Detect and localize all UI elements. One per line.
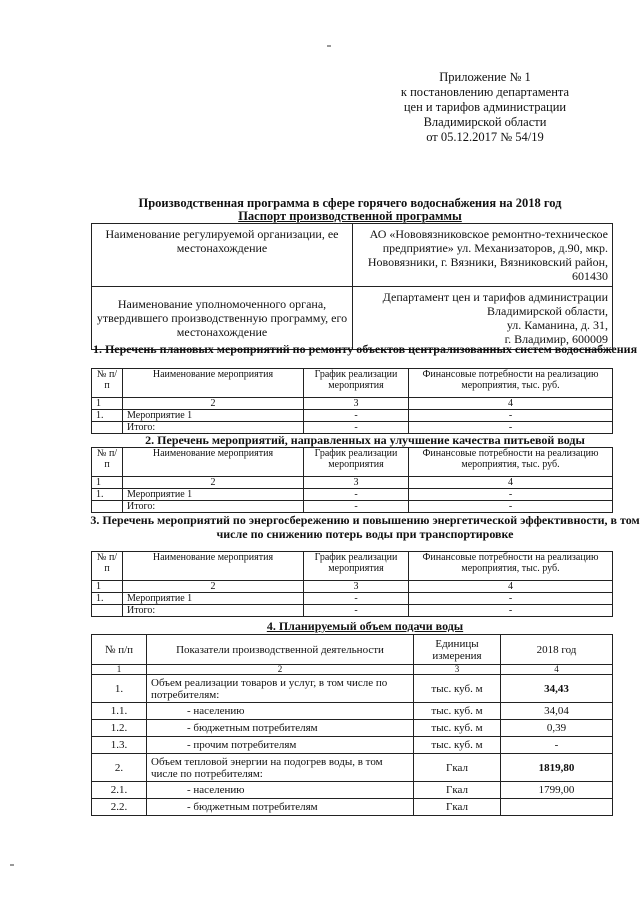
col-number: 1: [92, 398, 123, 410]
col-number: 3: [304, 477, 409, 489]
volume-row-value: 34,04: [501, 703, 613, 720]
row-num: 1.: [92, 489, 123, 501]
section-3-title: 3. Перечень мероприятий по энергосбережению и повышению энергетической эффективности, в том числе по снижению потерь воды при транспортировке: [90, 513, 640, 541]
volume-row-name: - бюджетным потребителям: [147, 799, 414, 816]
appendix-block: [380, 70, 590, 145]
volume-row-value: 0,39: [501, 720, 613, 737]
col-number: 2: [123, 398, 304, 410]
volume-row-value: [501, 799, 613, 816]
passport-org-value: АО «Нововязниковское ремонтно-техническое предприятие» ул. Механизаторов, д.90, мкр. Нововязники, г. Вязники, Вязниковский район, 601430: [353, 224, 613, 287]
volume-header-year: 2018 год: [501, 635, 613, 665]
col-number: 4: [409, 398, 613, 410]
col-schedule-header: График реализации мероприятия: [304, 552, 409, 581]
volume-row-unit: Гкал: [414, 799, 501, 816]
total-label: Итого:: [123, 605, 304, 617]
volume-row-name: - бюджетным потребителям: [147, 720, 414, 737]
volume-row-name: - населению: [147, 782, 414, 799]
appendix-line: цен и тарифов администрации: [403, 100, 567, 114]
appendix-line: Приложение № 1: [439, 70, 531, 84]
col-number: 1: [92, 581, 123, 593]
passport-authority-line: Департамент цен и тарифов администрации: [382, 290, 608, 304]
volume-row-num: 2.: [92, 754, 147, 782]
col-schedule-header: График реализации мероприятия: [304, 369, 409, 398]
volume-row-unit: тыс. куб. м: [414, 720, 501, 737]
measures-table-2: [91, 447, 613, 513]
document-title: Производственная программа в сфере горячего водоснабжения на 2018 год: [138, 196, 562, 210]
total-finance: -: [409, 501, 613, 513]
col-num-header: № п/п: [92, 552, 123, 581]
appendix-line: от 05.12.2017 № 54/19: [426, 130, 544, 144]
col-number: 2: [123, 581, 304, 593]
volume-col-number: 3: [414, 665, 501, 675]
volume-row-value: 1799,00: [501, 782, 613, 799]
measures-table-3: [91, 551, 613, 617]
section-2-title: 2. Перечень мероприятий, направленных на улучшение качества питьевой воды: [145, 433, 585, 447]
volume-row-name: - прочим потребителям: [147, 737, 414, 754]
row-name: Мероприятие 1: [123, 410, 304, 422]
volume-row-unit: тыс. куб. м: [414, 737, 501, 754]
scan-mark: [10, 864, 14, 866]
passport-table: [91, 223, 613, 350]
scan-mark: [327, 45, 331, 47]
volume-row-value: 1819,80: [501, 754, 613, 782]
volume-row-unit: тыс. куб. м: [414, 675, 501, 703]
volume-col-number: 4: [501, 665, 613, 675]
row-schedule: -: [304, 593, 409, 605]
col-number: 3: [304, 398, 409, 410]
row-schedule: -: [304, 410, 409, 422]
total-schedule: -: [304, 422, 409, 434]
passport-authority-line: Владимирской области,: [487, 304, 608, 318]
col-number: 3: [304, 581, 409, 593]
col-name-header: Наименование мероприятия: [123, 448, 304, 477]
col-number: 1: [92, 477, 123, 489]
row-num: 1.: [92, 593, 123, 605]
water-volume-table: [91, 634, 613, 816]
section-1-title: 1. Перечень плановых мероприятий по ремонту объектов централизованных систем водоснабжения: [92, 342, 638, 356]
volume-row-num: 2.2.: [92, 799, 147, 816]
volume-header-unit: Единицы измерения: [414, 635, 501, 665]
appendix-line: к постановлению департамента: [400, 85, 570, 99]
passport-subtitle: Паспорт производственной программы: [238, 209, 462, 223]
col-number: 4: [409, 477, 613, 489]
row-finance: -: [409, 593, 613, 605]
volume-row-unit: Гкал: [414, 782, 501, 799]
row-num: 1.: [92, 410, 123, 422]
volume-row-name: - населению: [147, 703, 414, 720]
col-finance-header: Финансовые потребности на реализацию мероприятия, тыс. руб.: [409, 552, 613, 581]
row-finance: -: [409, 489, 613, 501]
col-schedule-header: График реализации мероприятия: [304, 448, 409, 477]
volume-row-num: 1.3.: [92, 737, 147, 754]
col-number: 2: [123, 477, 304, 489]
row-name: Мероприятие 1: [123, 489, 304, 501]
volume-row-num: 2.1.: [92, 782, 147, 799]
volume-row-num: 1.2.: [92, 720, 147, 737]
col-finance-header: Финансовые потребности на реализацию мероприятия, тыс. руб.: [409, 369, 613, 398]
passport-label: Наименование регулируемой организации, ее местонахождение: [92, 224, 353, 287]
passport-authority-line: ул. Каманина, д. 31,: [506, 318, 608, 332]
row-finance: -: [409, 410, 613, 422]
section-4-title: 4. Планируемый объем подачи воды: [266, 619, 464, 633]
col-name-header: Наименование мероприятия: [123, 369, 304, 398]
col-name-header: Наименование мероприятия: [123, 552, 304, 581]
col-num-header: № п/п: [92, 448, 123, 477]
volume-header-indicator: Показатели производственной деятельности: [147, 635, 414, 665]
row-schedule: -: [304, 489, 409, 501]
total-label: Итого:: [123, 501, 304, 513]
col-finance-header: Финансовые потребности на реализацию мероприятия, тыс. руб.: [409, 448, 613, 477]
measures-table-1: [91, 368, 613, 434]
volume-row-name: Объем тепловой энергии на подогрев воды, в том числе по потребителям:: [147, 754, 414, 782]
col-number: 4: [409, 581, 613, 593]
total-label: Итого:: [123, 422, 304, 434]
total-finance: -: [409, 422, 613, 434]
volume-row-value: -: [501, 737, 613, 754]
volume-row-value: 34,43: [501, 675, 613, 703]
volume-row-num: 1.1.: [92, 703, 147, 720]
volume-header-num: № п/п: [92, 635, 147, 665]
volume-row-name: Объем реализации товаров и услуг, в том числе по потребителям:: [147, 675, 414, 703]
volume-row-num: 1.: [92, 675, 147, 703]
row-name: Мероприятие 1: [123, 593, 304, 605]
total-schedule: -: [304, 501, 409, 513]
volume-row-unit: Гкал: [414, 754, 501, 782]
total-finance: -: [409, 605, 613, 617]
passport-label: Наименование уполномоченного органа, утвердившего производственную программу, его местонахождение: [92, 287, 353, 350]
passport-authority-line: г. Владимир, 600009: [504, 332, 608, 346]
volume-col-number: 2: [147, 665, 414, 675]
volume-col-number: 1: [92, 665, 147, 675]
col-num-header: № п/п: [92, 369, 123, 398]
volume-row-unit: тыс. куб. м: [414, 703, 501, 720]
appendix-line: Владимирской области: [423, 115, 547, 129]
total-schedule: -: [304, 605, 409, 617]
